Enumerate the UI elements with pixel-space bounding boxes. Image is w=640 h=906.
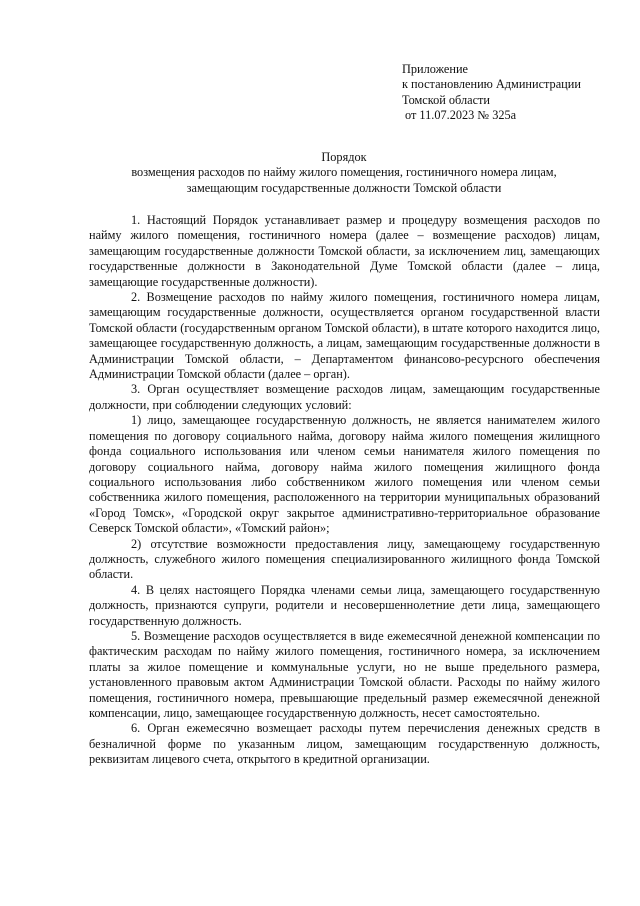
paragraph-3-item-1: 1) лицо, замещающее государственную должность, не является нанимателем жилого помещения по договору социального найма, договору найма жилого помещения жилищного фонда социального использования или членом семьи нанимателя жилого помещения по договору социального найма, договору найма жилого помещения жилищного фонда социального использования либо собственником жилого помещения или членом семьи собственника жилого помещения, расположенного на территории муниципальных образований «Город Томск», «Городской округ закрытое административно-территориальное образование Северск Томской области», «Томский район»; — [89, 413, 600, 536]
paragraph-3-item-2: 2) отсутствие возможности предоставления лицу, замещающему государственную должность, служебного жилого помещения специализированного жилищного фонда Томской области. — [89, 536, 600, 582]
paragraph-1: 1. Настоящий Порядок устанавливает размер и процедуру возмещения расходов по найму жилого помещения, гостиничного номера (далее – возмещение расходов) лицам, замещающим государственные должности Томской области, за исключением лиц, замещающих государственные должности в Законодательной Думе Томской области (далее – лица, замещающие государственные должности). — [89, 213, 600, 289]
document-title — [88, 150, 600, 196]
appendix-block — [402, 62, 622, 123]
paragraph-4: 4. В целях настоящего Порядка членами семьи лица, замещающего государственную должность, признаются супруги, родители и несовершеннолетние дети лица, замещающего государственную должность. — [89, 582, 600, 628]
appendix-region: Томской области — [402, 92, 490, 107]
appendix-date-number: от 11.07.2023 № 325а — [405, 107, 517, 122]
title-subtitle-line1: возмещения расходов по найму жилого помещения, гостиничного номера лицам, — [131, 165, 557, 180]
title-subtitle-line2: замещающим государственные должности Томской области — [186, 180, 502, 195]
paragraph-3: 3. Орган осуществляет возмещение расходов лицам, замещающим государственные должности, при соблюдении следующих условий: — [89, 382, 600, 412]
appendix-label: Приложение — [402, 62, 468, 76]
paragraph-5: 5. Возмещение расходов осуществляется в виде ежемесячной денежной компенсации по фактическим расходам по найму жилого помещения, гостиничного номера, за исключением платы за жилое помещение и коммунальные услуги, но не выше предельного размера, установленного правовым актом Администрации Томской области. Расходы по найму жилого помещения, гостиничного номера, превышающие предельный размер ежемесячной денежной компенсации, лицо, замещающее государственную должность, несет самостоятельно. — [89, 628, 600, 720]
paragraph-6: 6. Орган ежемесячно возмещает расходы путем перечисления денежных средств в безналичной форме по указанным лицом, замещающим государственную должность, реквизитам лицевого счета, открытого в кредитной организации. — [89, 721, 600, 767]
appendix-resolution-ref: к постановлению Администрации — [402, 77, 581, 92]
title-heading: Порядок — [321, 150, 367, 164]
document-body — [89, 213, 600, 768]
paragraph-2: 2. Возмещение расходов по найму жилого помещения, гостиничного номера лицам, замещающим государственные должности, осуществляется органом государственной власти Томской области (государственным органом Томской области), в штате которого находится лицо, замещающее государственную должность, а лицам, замещающим государственные должности в Администрации Томской области, – Департаментом финансово-ресурсного обеспечения Администрации Томской области (далее – орган). — [89, 290, 600, 382]
